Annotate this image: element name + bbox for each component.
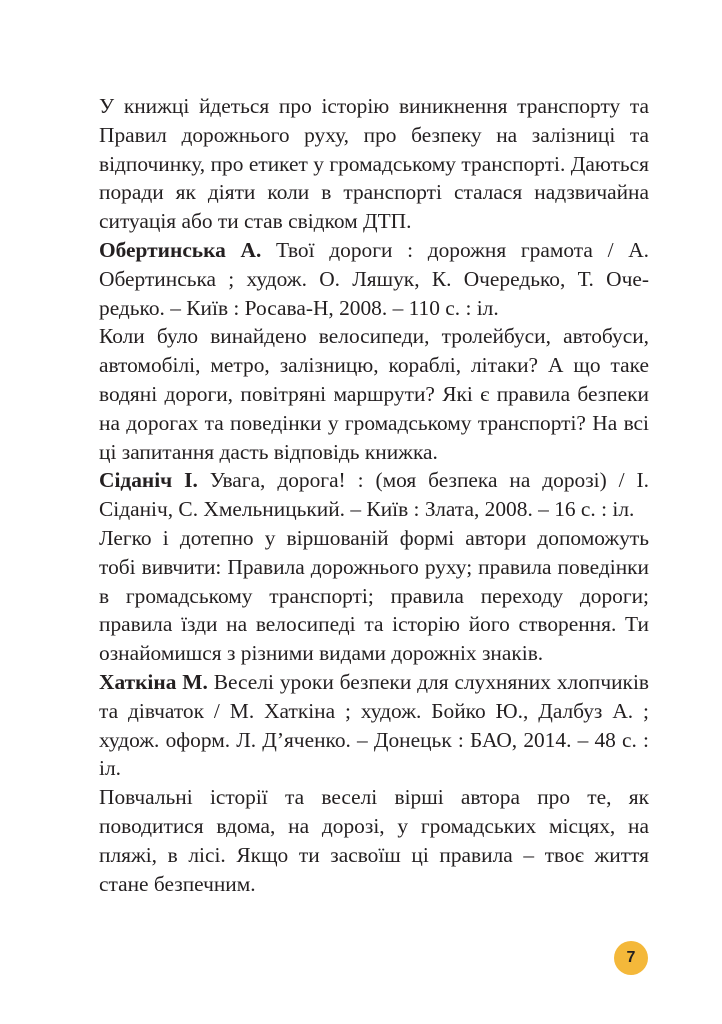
paragraph-text: Повчальні історії та веселі вірші автора про те, як поводитися вдома, на дорозі, у громадських місцях, на пляжі, в лісі. Якщо ти засвоїш ці правила – твоє життя стане безпечним.	[99, 785, 649, 896]
page-number-badge	[614, 941, 648, 975]
paragraph-text: У книжці йдеться про історію виникнення транспорту та Правил дорожнього руху, про безпеку на залізниці та відпочинку, про етикет у громадському транспорті. Даються поради як діяти коли в транспорті сталася надзвичайна ситуація або ти став свідком ДТП.	[99, 94, 649, 234]
description-paragraph-1	[99, 92, 649, 236]
description-paragraph-2	[99, 322, 649, 466]
citation-paragraph-2	[99, 466, 649, 524]
page-content	[99, 92, 649, 898]
citation-paragraph-3	[99, 668, 649, 783]
citation-author: Хаткіна М.	[99, 669, 208, 694]
description-paragraph-3	[99, 524, 649, 668]
citation-paragraph-1	[99, 236, 649, 322]
citation-text: Веселі уроки безпеки для слухняних хлопчиків та дівчаток / М. Хаткіна ; худож. Бойко Ю., Далбуз А. ; худож. оформ. Л. Д’яченко. – Донецьк : БАО, 2014. – 48 с. : іл.	[99, 669, 649, 781]
citation-text: Увага, дорога! : (моя безпека на дорозі) / І. Сіданіч, С. Хмельницький. – Київ : Злата, 2008. – 16 с. : іл.	[99, 468, 649, 522]
page-number: 7	[626, 949, 636, 966]
paragraph-text: Легко і дотепно у віршованій формі автори допоможуть тобі вивчити: Правила дорожнього руху; правила поведінки в громадському транспорті; правила переходу дороги; правила їзди на велосипеді та історію його створення. Ти ознайомишся з різними видами дорожніх знаків.	[99, 525, 649, 666]
description-paragraph-4	[99, 783, 649, 898]
citation-text: Твої дороги : дорожня грамота / А. Обертинська ; худож. О. Ляшук, К. Очередько, Т. Очередько. – Київ : Росава-Н, 2008. – 110 с. : іл.	[99, 237, 649, 320]
citation-author: Сіданіч І.	[99, 468, 198, 493]
paragraph-text: Коли було винайдено велосипеди, тролейбуси, автобуси, автомобілі, метро, залізницю, кораблі, літаки? А що таке водяні дороги, повітряні маршрути? Які є правила безпеки на дорогах та поведінки у громадському транспорті? На всі ці запитання дасть відповідь книжка.	[99, 324, 649, 464]
citation-author: Обертинська А.	[99, 237, 262, 262]
